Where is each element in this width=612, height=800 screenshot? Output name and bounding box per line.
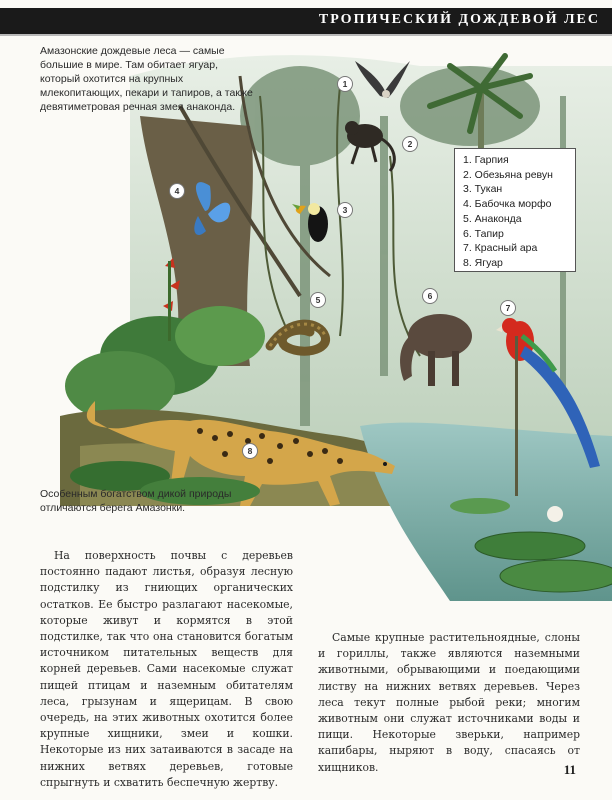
- marker-3: 3: [337, 202, 353, 218]
- rainforest-illustration: [0, 36, 612, 601]
- marker-8: 8: [242, 443, 258, 459]
- caption-bottom: Особенным богатством дикой природы отличаются берега Амазонки.: [40, 488, 232, 514]
- marker-5: 5: [310, 292, 326, 308]
- species-legend: [454, 148, 576, 272]
- legend-item: 6. Тапир: [463, 227, 504, 240]
- legend-item: 8. Ягуар: [463, 256, 503, 269]
- legend-item: 7. Красный ара: [463, 242, 538, 255]
- body-column-right: [318, 630, 580, 776]
- body-paragraph-right: Самые крупные растительноядные, слоны и гориллы, также являются наземными животными, обрывающими и поедающими листву на нижних ветвях деревьев. Через леса текут полные рыбой реки; многим животным они служат источниками воды и пищи. Некоторые зверьки, например капибары, ныряют в воду, спасаясь от хищников.: [318, 631, 580, 774]
- legend-item: 1. Гарпия: [463, 154, 509, 166]
- page-number: 11: [563, 762, 576, 777]
- caption-top: Амазонские дождевые леса — самые большие в мире. Там обитает ягуар, который охотится на крупных млекопитающих, пекари и тапиров, а также девятиметровая речная змея анаконда.: [40, 45, 253, 113]
- legend-item: 4. Бабочка морфо: [463, 198, 552, 211]
- page-title: ТРОПИЧЕСКИЙ ДОЖДЕВОЙ ЛЕС: [318, 12, 600, 27]
- marker-1: 1: [337, 76, 353, 92]
- legend-item: 5. Анаконда: [463, 212, 522, 225]
- legend-item: 2. Обезьяна ревун: [463, 168, 553, 181]
- marker-4: 4: [169, 183, 185, 199]
- marker-2: 2: [402, 136, 418, 152]
- body-column-left: [40, 548, 293, 791]
- body-paragraph-left: На поверхность почвы с деревьев постоянно падают листья, образуя лесную подстилку из гниющих органических остатков. Ее быстро разлагают насекомые, которые живут и кормятся в этой подстилке, так что она становится богатым источником питательных веществ для корней деревьев. Сами насекомые служат пищей птицам и наземным обитателям леса, грызунам и ящерицам. В свою очередь, на этих животных охотится более крупные хищники, змеи и кошки. Некоторые из них затаиваются в засаде на нижних ветвях деревьев, готовые спрыгнуть и схватить беспечную жертву.: [40, 549, 293, 789]
- marker-7: 7: [500, 300, 516, 316]
- legend-item: 3. Тукан: [463, 183, 503, 196]
- marker-6: 6: [422, 288, 438, 304]
- rainforest-scene-svg: [0, 36, 612, 601]
